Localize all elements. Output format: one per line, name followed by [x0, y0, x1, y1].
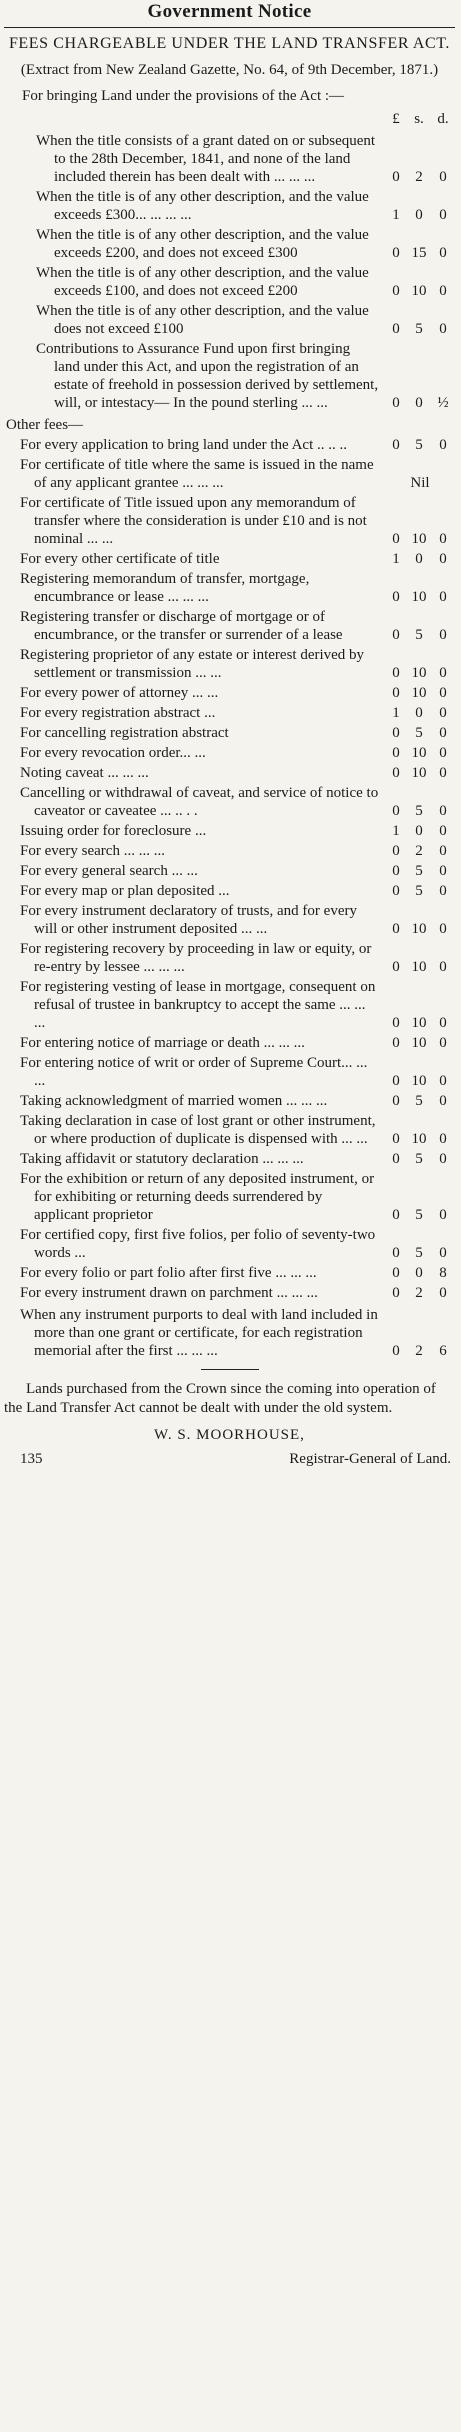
fee-pounds: 0	[392, 1207, 400, 1223]
fee-row	[4, 1112, 455, 1148]
fee-row	[4, 1150, 455, 1168]
fee-row	[4, 226, 455, 262]
fee-pence: 0	[439, 765, 447, 781]
fee-row	[4, 764, 455, 782]
fee-pounds: 0	[392, 395, 400, 411]
fee-description: Taking affidavit or statutory declaration ... ... ...	[20, 1151, 304, 1167]
fee-pounds: 0	[392, 1151, 400, 1167]
fee-amount	[379, 474, 455, 492]
fee-amount	[379, 1206, 455, 1224]
fee-row	[4, 1170, 455, 1224]
fee-row	[4, 882, 455, 900]
fee-description: Noting caveat ... ... ...	[20, 765, 149, 781]
fee-amount	[379, 958, 455, 976]
fee-pounds: 0	[392, 1131, 400, 1147]
fee-description: For certificate of title where the same is issued in the name of any applicant grantee ... ... ...	[20, 457, 374, 491]
fee-row	[4, 842, 455, 860]
fee-description: For every instrument declaratory of trusts, and for every will or other instrument deposited ... ...	[20, 903, 357, 937]
fee-amount	[379, 882, 455, 900]
fee-pounds: 0	[392, 665, 400, 681]
fee-pence: 0	[439, 551, 447, 567]
fee-shillings: 10	[411, 1131, 427, 1147]
fee-amount	[379, 1264, 455, 1282]
fee-shillings: 5	[415, 883, 423, 899]
fee-description: For registering vesting of lease in mortgage, consequent on refusal of trustee in bankruptcy to accept the same ... ... ...	[20, 979, 376, 1031]
fee-description: For every map or plan deposited ...	[20, 883, 230, 899]
fee-row	[4, 744, 455, 762]
fee-amount	[379, 1284, 455, 1302]
fee-pence: 0	[439, 705, 447, 721]
fee-row	[4, 978, 455, 1032]
fee-pence: 0	[439, 1285, 447, 1301]
fee-amount	[379, 862, 455, 880]
fee-description: When the title is of any other description, and the value exceeds £300... ... ... ...	[36, 189, 369, 223]
fee-pence: 0	[439, 437, 447, 453]
fee-shillings: 5	[415, 1151, 423, 1167]
fee-description: For entering notice of writ or order of Supreme Court... ... ...	[20, 1055, 368, 1089]
fee-pence: 0	[439, 1131, 447, 1147]
pence-header: d.	[437, 111, 449, 127]
fee-description: For every registration abstract ...	[20, 705, 216, 721]
gazette-extract: (Extract from New Zealand Gazette, No. 64, of 9th December, 1871.)	[20, 62, 439, 78]
intro-text: For bringing Land under the provisions of the Act :—	[22, 88, 345, 104]
fee-pounds: 0	[392, 843, 400, 859]
fee-amount	[379, 1150, 455, 1168]
notice-number: 135	[20, 1451, 43, 1467]
fee-description: For every revocation order... ...	[20, 745, 206, 761]
fee-pence: 0	[439, 207, 447, 223]
fee-description: For every general search ... ...	[20, 863, 198, 879]
fee-row	[4, 550, 455, 568]
fee-row	[4, 340, 455, 412]
fee-pounds: 0	[392, 1285, 400, 1301]
fee-row	[4, 902, 455, 938]
fee-pounds: 1	[392, 207, 400, 223]
fee-description: Registering proprietor of any estate or interest derived by settlement or transmission ... ...	[20, 647, 365, 681]
fee-shillings: 5	[415, 627, 423, 643]
fee-shillings: 10	[411, 745, 427, 761]
fee-pence: 0	[439, 321, 447, 337]
fee-amount	[379, 744, 455, 762]
fee-amount	[379, 664, 455, 682]
fee-amount	[379, 1342, 455, 1360]
fee-row	[4, 784, 455, 820]
fee-pence: 0	[439, 725, 447, 741]
fee-pounds: 0	[392, 685, 400, 701]
fee-amount	[379, 684, 455, 702]
fee-row	[4, 1306, 455, 1360]
fee-pounds: 0	[392, 765, 400, 781]
fee-pence: 0	[439, 1245, 447, 1261]
fee-pence: 0	[439, 1207, 447, 1223]
fee-pounds: 0	[392, 1015, 400, 1031]
fee-pence: 0	[439, 959, 447, 975]
fee-shillings: 5	[415, 803, 423, 819]
section-divider	[201, 1369, 259, 1370]
fee-amount	[379, 1034, 455, 1052]
fee-shillings: 10	[411, 283, 427, 299]
fee-amount	[379, 394, 455, 412]
fee-row	[4, 1264, 455, 1282]
fee-pence: 0	[439, 883, 447, 899]
masthead: Government Notice	[147, 1, 312, 22]
fee-description: For the exhibition or return of any deposited instrument, or for exhibiting or returning deeds surrendered by applicant proprietor	[20, 1171, 375, 1223]
fee-shillings: 5	[415, 1245, 423, 1261]
fee-pence: 0	[439, 589, 447, 605]
fee-row	[4, 132, 455, 186]
pounds-header: £	[392, 111, 400, 127]
fee-amount	[379, 168, 455, 186]
fee-pence: 8	[439, 1265, 447, 1281]
fee-row	[4, 188, 455, 224]
fee-pounds: 0	[392, 1265, 400, 1281]
notice-title: FEES CHARGEABLE UNDER THE LAND TRANSFER ACT.	[8, 35, 451, 52]
fee-pounds: 0	[392, 589, 400, 605]
fee-shillings: 2	[415, 1285, 423, 1301]
fee-shillings: 10	[411, 1073, 427, 1089]
fee-description: For certified copy, first five folios, per folio of seventy-two words ...	[20, 1227, 376, 1261]
fee-row	[4, 704, 455, 722]
fee-pounds: 0	[392, 745, 400, 761]
fee-description: For every application to bring land under the Act .. .. ..	[20, 437, 348, 453]
fee-amount	[379, 1092, 455, 1110]
fee-shillings: 10	[411, 665, 427, 681]
fee-description: For registering recovery by proceeding in law or equity, or re-entry by lessee ... ... ...	[20, 941, 372, 975]
fee-shillings: 10	[411, 921, 427, 937]
fee-shillings: 5	[415, 863, 423, 879]
fee-pence: 0	[439, 1151, 447, 1167]
fee-description: For every power of attorney ... ...	[20, 685, 219, 701]
fee-description: For entering notice of marriage or death ... ... ...	[20, 1035, 305, 1051]
fee-pence: 0	[439, 531, 447, 547]
fee-description: When the title consists of a grant dated on or subsequent to the 28th December, 1841, and none of the land included therein has been dealt with ... ... ...	[36, 133, 376, 185]
fee-nil: Nil	[410, 475, 430, 491]
fee-pounds: 1	[392, 823, 400, 839]
fee-shillings: 0	[415, 1265, 423, 1281]
fee-pounds: 0	[392, 1073, 400, 1089]
fee-shillings: 10	[411, 1035, 427, 1051]
fee-pounds: 1	[392, 705, 400, 721]
fee-row	[4, 494, 455, 548]
fee-amount	[379, 1244, 455, 1262]
fee-description: For certificate of Title issued upon any memorandum of transfer where the consideration is under £10 and is not nominal ... ...	[20, 495, 367, 547]
fee-amount	[379, 842, 455, 860]
fee-amount	[379, 1014, 455, 1032]
fee-pounds: 0	[392, 1035, 400, 1051]
fee-row	[4, 862, 455, 880]
fee-amount	[379, 320, 455, 338]
fee-description: When the title is of any other description, and the value does not exceed £100	[36, 303, 369, 337]
fee-pounds: 0	[392, 1245, 400, 1261]
fee-amount	[379, 244, 455, 262]
fee-pounds: 0	[392, 283, 400, 299]
fee-amount	[379, 282, 455, 300]
bringing-fees-list	[4, 132, 455, 412]
fee-pence: 0	[439, 1073, 447, 1089]
fee-shillings: 0	[415, 395, 423, 411]
fee-pounds: 0	[392, 169, 400, 185]
fee-pence: 6	[439, 1343, 447, 1359]
fee-shillings: 10	[411, 765, 427, 781]
fee-amount	[379, 588, 455, 606]
fee-description: When any instrument purports to deal with land included in more than one grant or certificate, for each registration memorial after the first ... ... ...	[20, 1307, 378, 1359]
crown-lands-note: Lands purchased from the Crown since the coming into operation of the Land Transfer Act cannot be dealt with under the old system.	[4, 1381, 436, 1416]
fee-pounds: 0	[392, 321, 400, 337]
fee-description: Cancelling or withdrawal of caveat, and service of notice to caveator or caveatee ... .. . .	[20, 785, 379, 819]
fee-shillings: 0	[415, 705, 423, 721]
top-rule	[4, 27, 455, 28]
fee-shillings: 2	[415, 843, 423, 859]
fee-description: When the title is of any other description, and the value exceeds £200, and does not exceed £300	[36, 227, 369, 261]
fee-shillings: 0	[415, 207, 423, 223]
fee-shillings: 0	[415, 823, 423, 839]
fee-row	[4, 302, 455, 338]
fee-row	[4, 1054, 455, 1090]
fee-description: For every other certificate of title	[20, 551, 220, 567]
fee-pounds: 0	[392, 437, 400, 453]
fee-row	[4, 684, 455, 702]
fee-pounds: 0	[392, 725, 400, 741]
fee-pence: 0	[439, 627, 447, 643]
fee-shillings: 5	[415, 437, 423, 453]
fee-pence: 0	[439, 283, 447, 299]
fee-pounds: 0	[392, 803, 400, 819]
fee-amount	[379, 802, 455, 820]
fee-pounds: 0	[392, 245, 400, 261]
fee-pence: 0	[439, 665, 447, 681]
fee-pounds: 1	[392, 551, 400, 567]
fee-description: Registering memorandum of transfer, mortgage, encumbrance or lease ... ... ...	[20, 571, 310, 605]
fee-description: Issuing order for foreclosure ...	[20, 823, 207, 839]
fee-shillings: 5	[415, 321, 423, 337]
fee-pence: ½	[437, 395, 449, 411]
fee-pounds: 0	[392, 627, 400, 643]
fee-pence: 0	[439, 169, 447, 185]
fee-pounds: 0	[392, 883, 400, 899]
fee-amount	[379, 530, 455, 548]
fee-description: For every instrument drawn on parchment ... ... ...	[20, 1285, 318, 1301]
fee-row	[4, 608, 455, 644]
fee-pence: 0	[439, 1035, 447, 1051]
fee-amount	[379, 436, 455, 454]
fee-pence: 0	[439, 823, 447, 839]
shillings-header: s.	[414, 111, 424, 127]
fee-description: When the title is of any other description, and the value exceeds £100, and does not exceed £200	[36, 265, 369, 299]
fee-amount	[379, 822, 455, 840]
fee-description: For every folio or part folio after first five ... ... ...	[20, 1265, 317, 1281]
fee-shillings: 10	[411, 959, 427, 975]
fee-description: For every search ... ... ...	[20, 843, 165, 859]
fee-pence: 0	[439, 245, 447, 261]
fee-pounds: 0	[392, 959, 400, 975]
fee-description: Registering transfer or discharge of mortgage or of encumbrance, or the transfer or surrender of a lease	[20, 609, 343, 643]
fee-row	[4, 264, 455, 300]
fee-pence: 0	[439, 685, 447, 701]
fee-shillings: 0	[415, 551, 423, 567]
fee-description: Taking declaration in case of lost grant or other instrument, or where production of duplicate is dispensed with ... ...	[20, 1113, 376, 1147]
fee-pounds: 0	[392, 921, 400, 937]
fee-amount	[379, 704, 455, 722]
fee-shillings: 10	[411, 1015, 427, 1031]
fee-amount	[379, 206, 455, 224]
fee-shillings: 15	[411, 245, 427, 261]
fee-amount	[379, 1072, 455, 1090]
fee-pence: 0	[439, 1093, 447, 1109]
fee-pence: 0	[439, 863, 447, 879]
fee-pence: 0	[439, 1015, 447, 1031]
fee-pence: 0	[439, 921, 447, 937]
fee-shillings: 10	[411, 589, 427, 605]
fee-amount	[379, 724, 455, 742]
fee-pounds: 0	[392, 863, 400, 879]
fee-shillings: 5	[415, 1207, 423, 1223]
fee-pence: 0	[439, 843, 447, 859]
fee-amount	[379, 764, 455, 782]
fee-row	[4, 1034, 455, 1052]
fee-row	[4, 940, 455, 976]
fee-shillings: 10	[411, 685, 427, 701]
fee-amount	[379, 920, 455, 938]
fee-shillings: 5	[415, 1093, 423, 1109]
fee-amount	[379, 1130, 455, 1148]
fee-row	[4, 1226, 455, 1262]
fee-row	[4, 1092, 455, 1110]
fee-pence: 0	[439, 745, 447, 761]
fee-pounds: 0	[392, 1093, 400, 1109]
fee-row	[4, 456, 455, 492]
fee-pounds: 0	[392, 531, 400, 547]
fee-row	[4, 822, 455, 840]
fee-description: Contributions to Assurance Fund upon first bringing land under this Act, and upon the registration of an estate of freehold in possession derived by settlement, will, or intestacy— In the pound sterling ... ...	[36, 341, 379, 411]
fee-amount	[379, 626, 455, 644]
fee-row	[4, 570, 455, 606]
currency-header	[4, 110, 455, 130]
fee-row	[4, 724, 455, 742]
fee-pence: 0	[439, 803, 447, 819]
fee-shillings: 10	[411, 531, 427, 547]
fee-row	[4, 646, 455, 682]
fee-amount	[379, 550, 455, 568]
signature: W. S. MOORHOUSE,	[154, 1427, 305, 1443]
fee-pounds: 0	[392, 1343, 400, 1359]
other-fees-label: Other fees—	[6, 417, 84, 433]
other-fees-list	[4, 436, 455, 1360]
registrar-title: Registrar-General of Land.	[289, 1451, 451, 1467]
fee-row	[4, 436, 455, 454]
fee-row	[4, 1284, 455, 1302]
fee-description: Taking acknowledgment of married women ... ... ...	[20, 1093, 328, 1109]
footer	[4, 1450, 455, 1468]
fee-description: For cancelling registration abstract	[20, 725, 229, 741]
fee-shillings: 2	[415, 169, 423, 185]
fee-shillings: 2	[415, 1343, 423, 1359]
fee-shillings: 5	[415, 725, 423, 741]
